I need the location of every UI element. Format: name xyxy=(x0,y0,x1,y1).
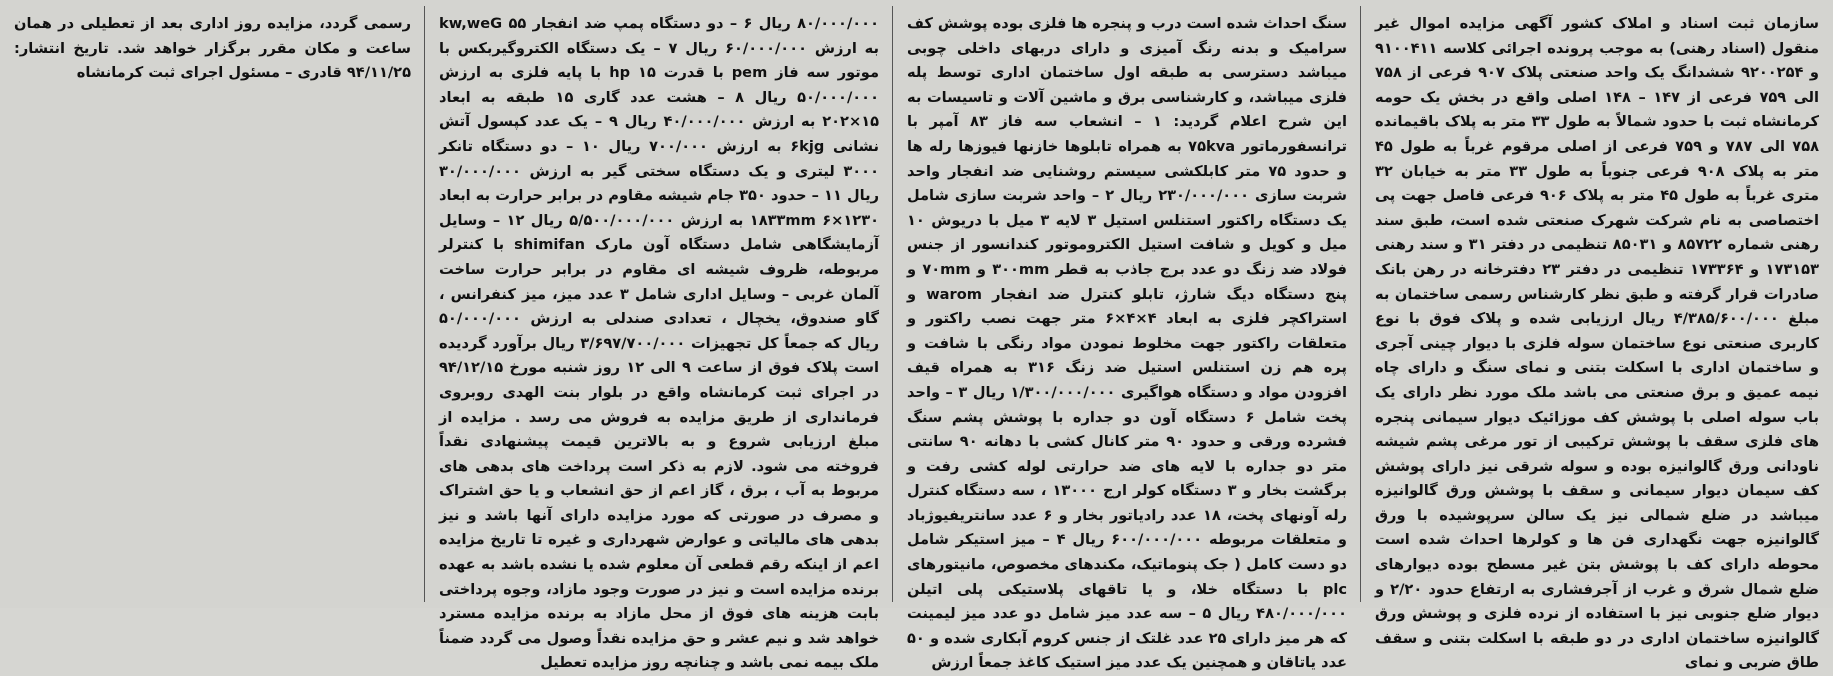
notice-text-column-3: ۸۰/۰۰۰/۰۰۰ ریال ۶ – دو دستگاه پمپ ضد انفجار ۵۵ kw,weG به ارزش ۶۰/۰۰۰/۰۰۰ ریال ۷ – یک دستگاه الکتروگیربکس با موتور سه فاز pem با قدرت ۱۵ hp با پایه فلزی به ارزش ۵۰/۰۰۰/۰۰۰ ریال ۸ – هشت عدد گاری ۱۵ طبقه به ابعاد ۱۵×۲۰۲ به ارزش ۴۰/۰۰۰/۰۰۰ ریال ۹ – یک عدد کپسول آتش نشانی ۶kjg به ارزش ۷۰۰/۰۰۰ ریال ۱۰ – دو دستگاه تانکر ۳۰۰۰ لیتری و یک دستگاه سختی گیر به ارزش ۳۰/۰۰۰/۰۰۰ ریال ۱۱ – حدود ۳۵۰ جام شیشه مقاوم در برابر حرارت به ابعاد ۱۲۳۰×۱۸۳۳mm ۶ به ارزش ۵/۵۰۰/۰۰۰/۰۰۰ ریال ۱۲ – وسایل آزمایشگاهی شامل دستگاه آون مارک shimifan با کنترلر مربوطه، ظروف شیشه ای مقاوم در برابر حرارت ساخت آلمان غربی – وسایل اداری شامل ۳ عدد میز، میز کنفرانس ، گاو صندوق، یخچال ، تعدادی صندلی به ارزش ۵۰/۰۰۰/۰۰۰ ریال که جمعاً کل تجهیزات ۳/۶۹۷/۷۰۰/۰۰۰ ریال برآورد گردیده است پلاک فوق از ساعت ۹ الی ۱۲ روز شنبه مورخ ۹۴/۱۲/۱۵ در اجرای ثبت کرمانشاه واقع در بلوار بنت الهدی روبروی فرمانداری از طریق مزایده به فروش می رسد . مزایده از مبلغ ارزیابی شروع و به بالاترین قیمت پیشنهادی نقداً فروخته می شود. لازم به ذکر است پرداخت های بدهی های مربوط به آب ، برق ، گاز اعم از حق انشعاب و یا حق اشتراک و مصرف در صورتی که مورد مزایده دارای آنها باشد و نیز بدهی های مالیاتی و عوارض شهرداری و غیره تا تاریخ مزایده اعم از اینکه رقم قطعی آن معلوم شده یا نشده باشد به عهده برنده مزایده است و نیز در صورت وجود مازاد، وجوه پرداختی بابت هزینه های فوق از محل مازاد به برنده مزایده مسترد خواهد شد و نیم عشر و حق مزایده نقداً وصول می گردد ضمناً ملک بیمه نمی باشد و چنانچه روز مزایده تعطیل xyxy=(439,15,880,672)
notice-column-2 xyxy=(893,0,1361,672)
notice-text-column-1: سازمان ثبت اسناد و املاک کشور آگهی مزایده اموال غیر منقول (اسناد رهنی) به موجب پرونده اجرائی کلاسه ۹۱۰۰۴۱۱ و ۹۲۰۰۲۵۴ ششدانگ یک واحد صنعتی پلاک ۹۰۷ فرعی از ۷۵۸ الی ۷۵۹ فرعی از ۱۴۷ – ۱۴۸ اصلی واقع در بخش یک حومه کرمانشاه ثبت با حدود شمالاً به طول ۳۳ متر به پلاک باقیمانده ۷۵۸ الی ۷۸۷ و ۷۵۹ فرعی از اصلی مرقوم غرباً به طول ۴۵ متر به پلاک ۹۰۸ فرعی جنوباً به طول ۳۳ متر به خیابان ۳۲ متری غرباً به طول ۴۵ متر به پلاک ۹۰۶ فرعی فاصل جهت پی اختصاصی به نام شرکت شهرک صنعتی شده است، طبق سند رهنی شماره ۸۵۷۲۲ و ۸۵۰۳۱ تنظیمی در دفتر ۳۱ و سند رهنی ۱۷۳۱۵۳ و ۱۷۳۳۶۴ تنظیمی در دفتر ۲۳ دفترخانه در رهن بانک صادرات قرار گرفته و طبق نظر کارشناس رسمی ساختمان به مبلغ ۴/۳۸۵/۶۰۰/۰۰۰ ریال ارزیابی شده و پلاک فوق با نوع کاربری صنعتی نوع ساختمان سوله فلزی با دیوار چینی آجری و ساختمان اداری با اسکلت بتنی و نمای سنگ و دارای چاه نیمه عمیق و برق صنعتی می باشد ملک مورد نظر دارای یک باب سوله اصلی با پوشش کف موزائیک دیوار سیمانی پنجره های فلزی سقف با پوشش ترکیبی از تور مرغی پشم شیشه ناودانی ورق گالوانیزه بوده و سوله شرقی نیز دارای پوشش کف سیمان دیوار سیمانی و سقف با پوشش ورق گالوانیزه میباشد در ضلع شمالی نیز یک سالن سرپوشیده با ورق گالوانیزه جهت نگهداری فن ها و کولرها احداث شده است محوطه دارای کف با پوشش بتن غیر مسطح بوده دیوارهای ضلع شمال شرق و غرب از آجرفشاری به ارتفاع حدود ۲/۲۰ و دیوار ضلع جنوبی نیز با استفاده از نرده فلزی و پوشش ورق گالوانیزه ساختمان اداری در دو طبقه با اسکلت بتنی و سقف طاق ضربی و نمای xyxy=(1375,15,1820,672)
notice-column-3 xyxy=(425,0,893,672)
notice-text-column-2: سنگ احداث شده است درب و پنجره ها فلزی بوده پوشش کف سرامیک و بدنه رنگ آمیزی و دارای دربهای داخلی چوبی میباشد دسترسی به طبقه اول ساختمان اداری توسط پله فلزی میباشد، و کارشناسی برق و ماشین آلات و تاسیسات به این شرح اعلام گردید: ۱ – انشعاب سه فاز ۸۳ آمپر با ترانسفورماتور ۷۵kva به همراه تابلوها خازنها فیوزها رله ها و حدود ۷۵ متر کابلکشی سیستم روشنایی ضد انفجار واحد شربت سازی ۲۳۰/۰۰۰/۰۰۰ ریال ۲ – واحد شربت سازی شامل یک دستگاه راکتور استنلس استیل ۳ لایه ۳ میل با دریوش ۱۰ میل و کویل و شافت استیل الکتروموتور کندانسور از جنس فولاد ضد زنگ دو عدد برج جاذب به قطر ۳۰۰mm و ۷۰mm و پنج دستگاه دیگ شارژ، تابلو کنترل ضد انفجار warom و استراکچر فلزی به ابعاد ۴×۴×۶ متر جهت نصب راکتور و متعلقات راکتور جهت مخلوط نمودن مواد رنگی با شافت و پره هم زن استنلس استیل ضد زنگ ۳۱۶ به همراه قیف افزودن مواد و دستگاه هواگیری ۱/۳۰۰/۰۰۰/۰۰۰ ریال ۳ – واحد پخت شامل ۶ دستگاه آون دو جداره با پوشش پشم سنگ فشرده ورقی و حدود ۹۰ متر کانال کشی با دهانه ۹۰ سانتی متر دو جداره با لایه های ضد حرارتی لوله کشی رفت و برگشت بخار و ۳ دستگاه کولر ارج ۱۳۰۰۰ ، سه دستگاه کنترل رله آونهای پخت، ۱۸ عدد رادیاتور بخار و ۶ عدد سانتریفیوژباد و متعلقات مربوطه ۶۰۰/۰۰۰/۰۰۰ ریال ۴ – میز استیکر شامل دو دست کامل ( جک پنوماتیک، مکندهای مخصوص، مانیتورهای plc با دستگاه خلا، و یا تاقهای پلاستیکی پلی اتیلن ۴۸۰/۰۰۰/۰۰۰ ریال ۵ – سه عدد میز شامل دو عدد میز لیمینت که هر میز دارای ۲۵ عدد غلتک از جنس کروم آبکاری شده و ۵۰ عدد یاتاقان و همچنین یک عدد میز استیک کاغذ جمعاً ارزش xyxy=(906,15,1348,672)
notice-text-column-4: رسمی گردد، مزایده روز اداری بعد از تعطیلی در همان ساعت و مکان مقرر برگزار خواهد شد. تاریخ انتشار: ۹۴/۱۱/۲۵ قادری – مسئول اجرای ثبت کرمانشاه xyxy=(14,15,411,82)
notice-column-4 xyxy=(0,0,425,608)
notice-column-1 xyxy=(1361,0,1833,672)
